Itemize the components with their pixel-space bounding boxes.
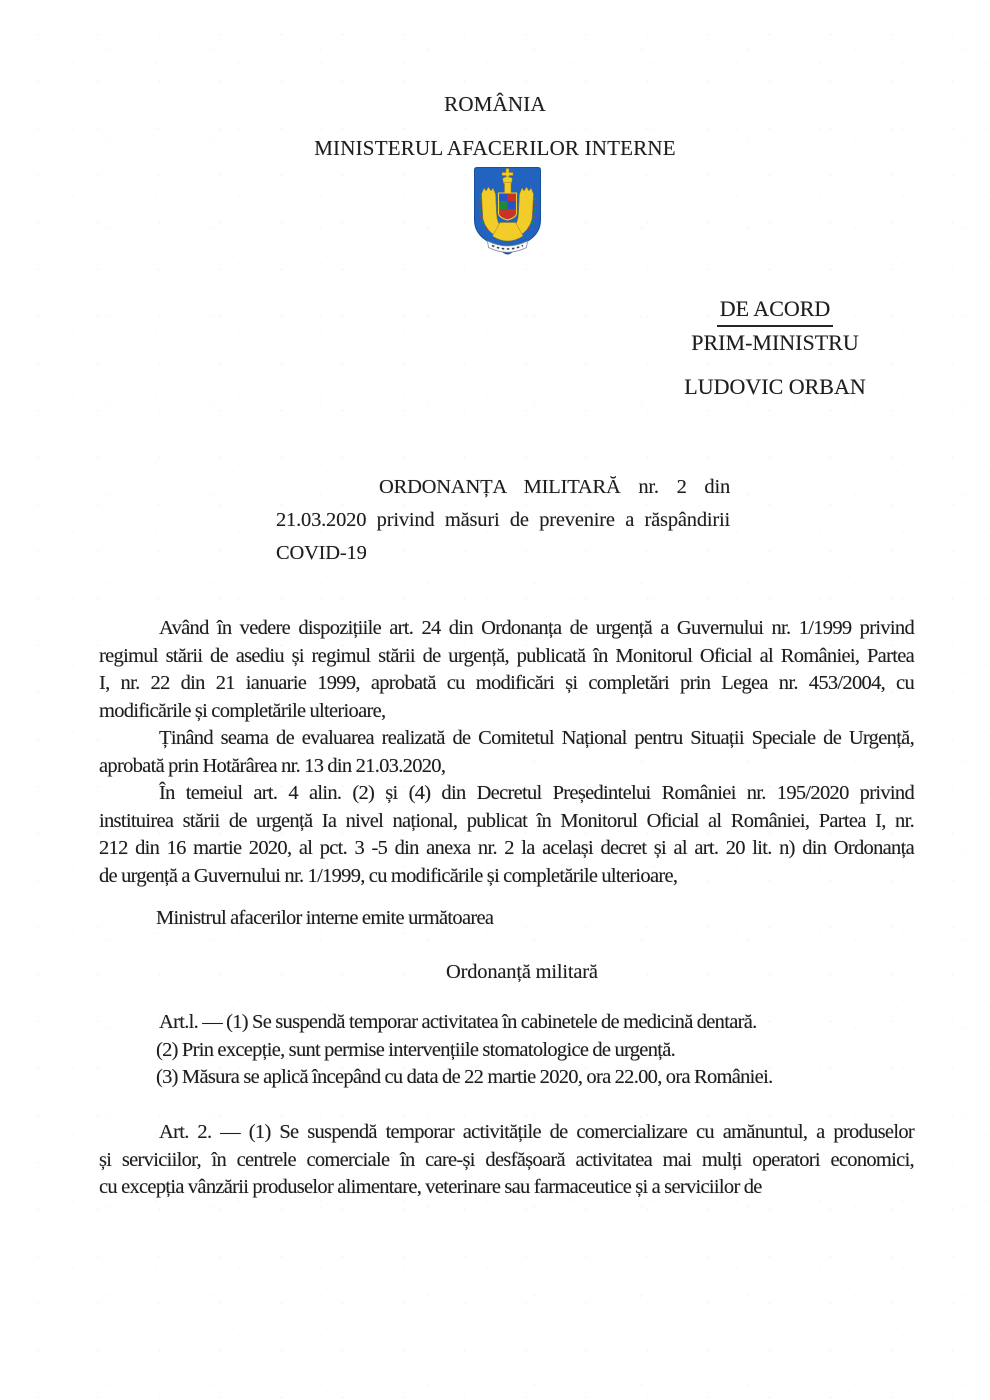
article-1-line: (3) Măsura se aplică începând cu data de 22 martie 2020, ora 22.00, ora României. <box>156 1066 773 1088</box>
preamble-p1-line: regimul stării de asediu și regimul stării de urgență, publicată în Monitorul Oficial al României, Partea <box>99 644 914 667</box>
approval-role: PRIM-MINISTRU <box>691 330 859 355</box>
preamble-p3-line: de urgență a Guvernului nr. 1/1999, cu modificările și completările ulterioare, <box>99 864 678 887</box>
approval-signatory: LUDOVIC ORBAN <box>684 374 866 399</box>
article-2-line: și serviciilor, în centrele comerciale în care-și desfășoară activitatea mai mulți operatori economici, <box>99 1148 914 1171</box>
article-2-line: Art. 2. — (1) Se suspendă temporar activitățile de comercializare cu amănuntul, a produselor <box>159 1121 914 1143</box>
ordinance-title <box>276 471 730 570</box>
preamble-p3-line: 212 din 16 martie 2020, al pct. 3 -5 din anexa nr. 2 la același decret și al art. 20 lit. n) din Ordonanța <box>99 837 914 859</box>
approval-agreement <box>630 293 920 327</box>
article-1 <box>99 1009 914 1092</box>
article-1-line: (2) Prin excepție, sunt permise intervențiile stomatologice de urgență. <box>156 1038 676 1061</box>
preamble-p2-line: aprobată prin Hotărârea nr. 13 din 21.03.2020, <box>99 754 446 777</box>
preamble-p1-line: I, nr. 22 din 21 ianuarie 1999, aprobată cu modificări și completări prin Legea nr. 453/2004, cu <box>99 672 914 694</box>
ordinance-heading: Ordonanță militară <box>446 961 598 983</box>
article-2 <box>99 1119 914 1202</box>
preamble-p3-line: În temeiul art. 4 alin. (2) și (4) din Decretul Președintelui României nr. 195/2020 privind <box>159 782 914 804</box>
preamble-p2-line: Ținând seama de evaluarea realizată de Comitetul Național pentru Situații Speciale de Urgență, <box>159 727 914 749</box>
preamble-p1-line: Având în vedere dispozițiile art. 24 din Ordonanța de urgență a Guvernului nr. 1/1999 privind <box>159 617 914 639</box>
preamble-p3-line: instituirea stării de urgență Ia nivel național, publicat în Monitorul Oficial al României, Partea I, nr. <box>99 809 914 832</box>
preamble-p1-line: modificările și completările ulterioare, <box>99 699 386 722</box>
article-1-line: Art.l. — (1) Se suspendă temporar activitatea în cabinetele de medicină dentară. <box>159 1011 757 1033</box>
letterhead-ministry: MINISTERUL AFACERILOR INTERNE <box>314 136 676 160</box>
romania-coat-of-arms-icon <box>471 166 544 262</box>
ordinance-title-line: ORDONANȚA MILITARĂ nr. 2 din <box>379 476 730 498</box>
ordinance-title-line: 21.03.2020 privind măsuri de prevenire a răspândirii <box>276 509 730 531</box>
letterhead-country: ROMÂNIA <box>444 92 546 116</box>
approval-agreement-label: DE ACORD <box>717 293 834 327</box>
ordinance-title-line: COVID-19 <box>276 542 367 564</box>
issuance-line: Ministrul afacerilor interne emite următoarea <box>156 907 494 929</box>
preamble <box>99 615 914 890</box>
approval-block <box>630 293 920 402</box>
article-2-line: cu excepția vânzării produselor alimentare, veterinare sau farmaceutice și a serviciilor de <box>99 1176 762 1198</box>
issuance-statement <box>99 905 914 933</box>
